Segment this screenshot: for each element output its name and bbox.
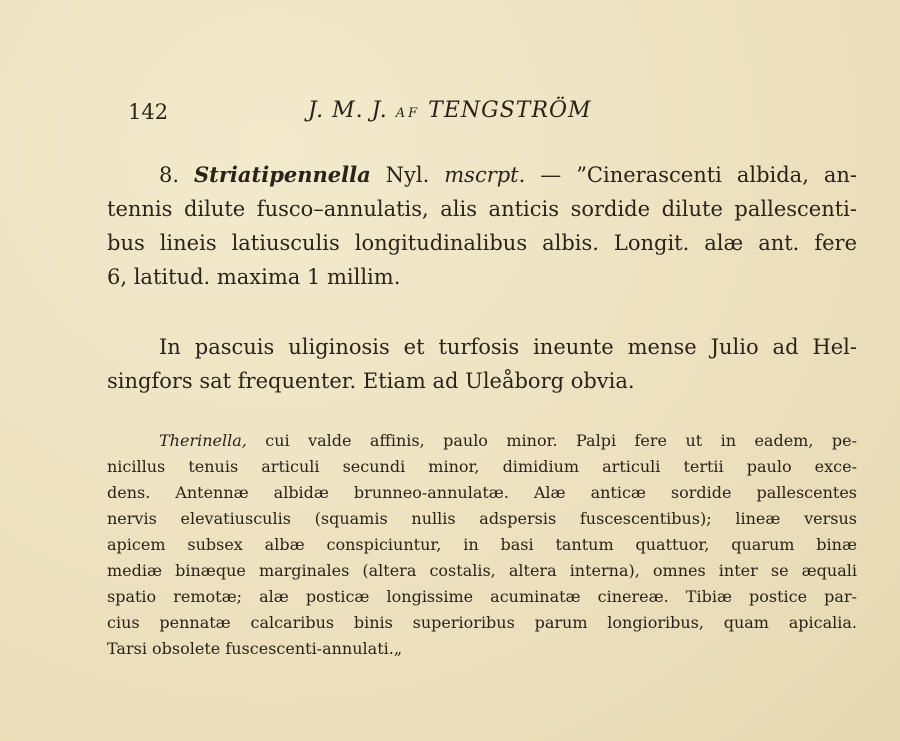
habitat-paragraph: [107, 330, 857, 398]
paragraph-line: [107, 158, 857, 192]
paragraph-line: bus lineis latiusculis longitudinalibus albis. Longit. alæ ant. fere: [107, 231, 857, 255]
note-line: nicillus tenuis articuli secundi minor, dimidium articuli tertii paulo exce-: [107, 457, 857, 476]
note-line: nervis elevatiusculis (squamis nullis adspersis fuscescentibus); lineæ versus: [107, 509, 857, 528]
species-number: 8.: [159, 163, 180, 187]
running-head-initials: J. M. J.: [308, 98, 388, 123]
note-line: cius pennatæ calcaribus binis superioribus parum longioribus, quam apicalia.: [107, 613, 857, 632]
note-line: Tarsi obsolete fuscescenti-annulati.„: [107, 639, 403, 658]
note-line: spatio remotæ; alæ posticæ longissime acuminatæ cinereæ. Tibiæ postice par-: [107, 587, 857, 606]
note-line: mediæ binæque marginales (altera costalis, altera interna), omnes inter se æquali: [107, 561, 857, 580]
comparison-note: [107, 428, 857, 662]
note-line: dens. Antennæ albidæ brunneo-annulatæ. Alæ anticæ sordide pallescentes: [107, 483, 857, 502]
paragraph-line: tennis dilute fusco–annulatis, alis anticis sordide dilute pallescenti-: [107, 197, 857, 221]
running-head-name: TENGSTRÖM: [428, 98, 592, 123]
note-line-text: cui valde affinis, paulo minor. Palpi fere ut in eadem, pe-: [246, 431, 857, 450]
paragraph-line: 6, latitud. maxima 1 millim.: [107, 265, 401, 289]
species-author: Nyl.: [385, 163, 430, 187]
running-head: [308, 98, 592, 123]
paragraph-line: singfors sat frequenter. Etiam ad Uleåborg obvia.: [107, 369, 635, 393]
species-name: Striatipennella: [194, 162, 371, 187]
page-header: [0, 96, 900, 132]
reference-species: Therinella,: [159, 431, 247, 450]
running-head-particle: AF: [395, 106, 421, 121]
manuscript-abbrev: mscrpt.: [444, 163, 526, 187]
page-number: 142: [128, 100, 169, 124]
note-line: [107, 428, 857, 454]
note-line: apicem subsex albæ conspiciuntur, in basi tantum quattuor, quarum binæ: [107, 535, 857, 554]
species-description-paragraph: [107, 158, 857, 294]
paragraph-line: In pascuis uliginosis et turfosis ineunte mense Julio ad Hel-: [159, 335, 857, 359]
paragraph-line-text: — ”Cinerascenti albida, an-: [525, 163, 857, 187]
